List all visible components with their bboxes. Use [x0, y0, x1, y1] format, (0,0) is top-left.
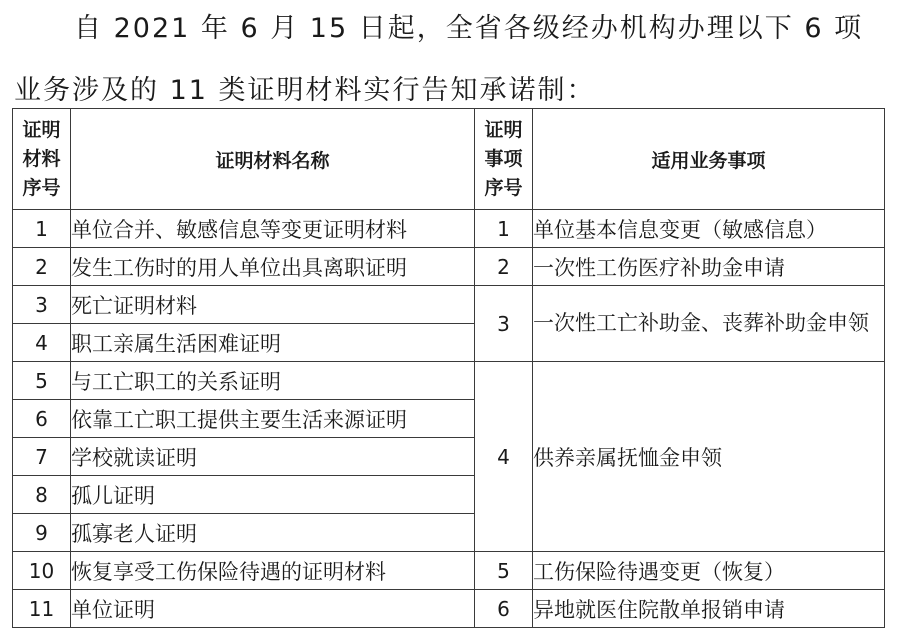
material-name: 恢复享受工伤保险待遇的证明材料: [71, 552, 475, 590]
material-name: 依靠工亡职工提供主要生活来源证明: [71, 400, 475, 438]
material-no: 3: [13, 286, 71, 324]
item-name: 异地就医住院散单报销申请: [533, 590, 885, 628]
material-no: 11: [13, 590, 71, 628]
material-no: 6: [13, 400, 71, 438]
table-row: [13, 286, 885, 324]
material-no: 9: [13, 514, 71, 552]
table-row: [13, 210, 885, 248]
intro-line-1: 自 2021 年 6 月 15 日起，全省各级经办机构办理以下 6 项: [74, 13, 864, 44]
material-no: 5: [13, 362, 71, 400]
material-name: 与工亡职工的关系证明: [71, 362, 475, 400]
certification-table: [12, 108, 885, 628]
item-no: 1: [475, 210, 533, 248]
material-no: 4: [13, 324, 71, 362]
material-no: 7: [13, 438, 71, 476]
header-item-name: 适用业务事项: [533, 109, 885, 210]
material-name: 发生工伤时的用人单位出具离职证明: [71, 248, 475, 286]
material-no: 1: [13, 210, 71, 248]
table-row: [13, 552, 885, 590]
item-no: 5: [475, 552, 533, 590]
material-no: 2: [13, 248, 71, 286]
table-row: [13, 362, 885, 400]
item-name: 单位基本信息变更（敏感信息）: [533, 210, 885, 248]
header-material-name: 证明材料名称: [71, 109, 475, 210]
intro-line-2: 业务涉及的 11 类证明材料实行告知承诺制：: [14, 75, 596, 106]
item-name: 供养亲属抚恤金申领: [533, 362, 885, 552]
header-item-no: 证明 事项 序号: [475, 109, 533, 210]
material-name: 死亡证明材料: [71, 286, 475, 324]
table-header-row: [13, 109, 885, 210]
item-name: 工伤保险待遇变更（恢复）: [533, 552, 885, 590]
item-no: 6: [475, 590, 533, 628]
item-no: 3: [475, 286, 533, 362]
material-name: 孤寡老人证明: [71, 514, 475, 552]
material-name: 职工亲属生活困难证明: [71, 324, 475, 362]
item-name: 一次性工亡补助金、丧葬补助金申领: [533, 286, 885, 362]
material-name: 单位合并、敏感信息等变更证明材料: [71, 210, 475, 248]
material-name: 单位证明: [71, 590, 475, 628]
table-row: [13, 590, 885, 628]
item-no: 2: [475, 248, 533, 286]
material-name: 孤儿证明: [71, 476, 475, 514]
material-no: 8: [13, 476, 71, 514]
item-name: 一次性工伤医疗补助金申请: [533, 248, 885, 286]
table-row: [13, 248, 885, 286]
material-name: 学校就读证明: [71, 438, 475, 476]
item-no: 4: [475, 362, 533, 552]
material-no: 10: [13, 552, 71, 590]
intro-paragraph: [14, 0, 890, 111]
header-material-no: 证明 材料 序号: [13, 109, 71, 210]
